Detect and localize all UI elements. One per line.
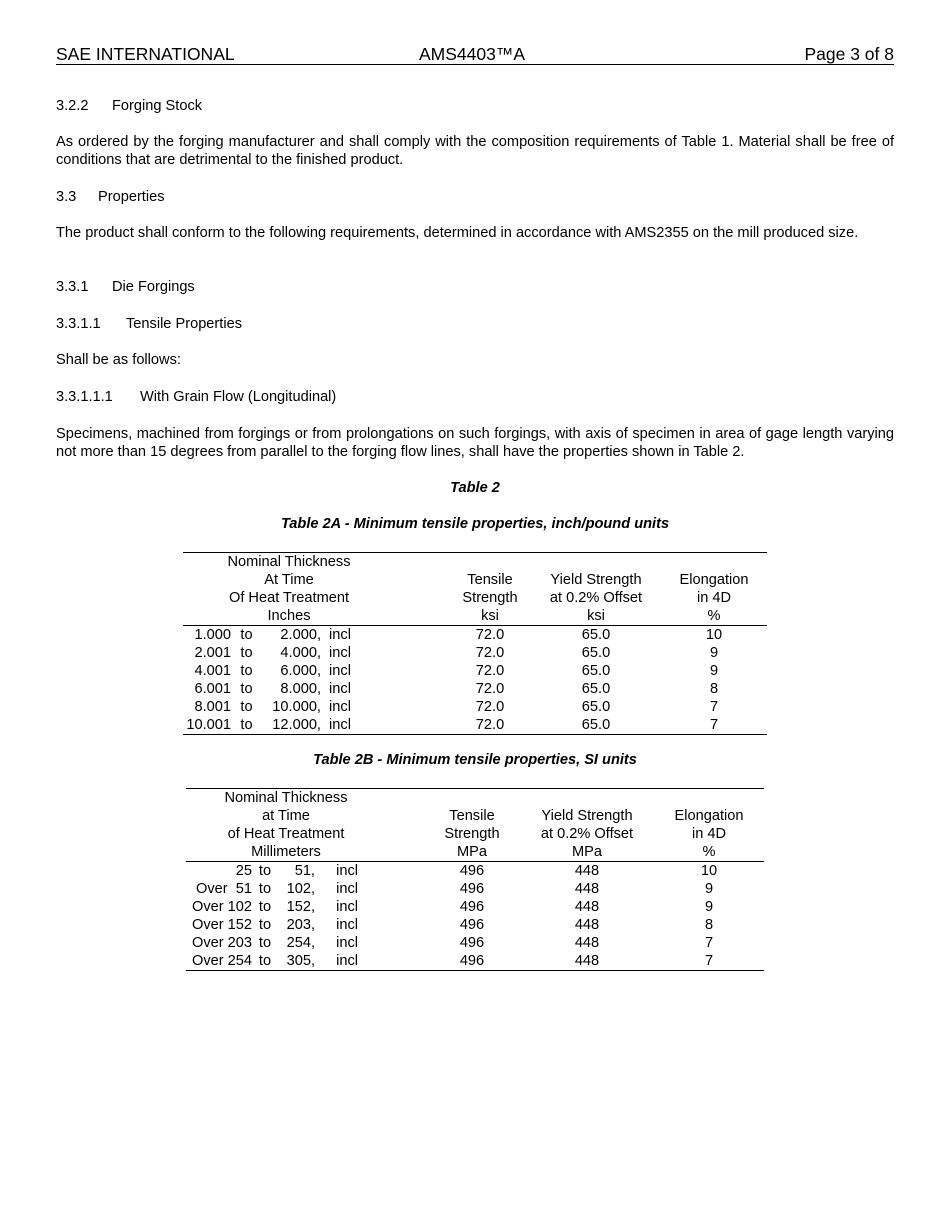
cell-to: to (240, 663, 253, 679)
cell-yield: 65.0 (581, 627, 611, 643)
cell-upper: 6.000, (280, 663, 321, 679)
cell-to: to (258, 935, 272, 951)
cell-to: to (258, 863, 272, 879)
table-header-row (186, 843, 764, 862)
cell-tensile: 496 (424, 952, 520, 971)
header-thickness: Inches (183, 607, 359, 626)
cell-from: Over 102 (191, 899, 252, 915)
cell-elongation: 10 (700, 863, 718, 879)
cell-incl: incl (336, 935, 358, 951)
cell-elongation: 9 (709, 645, 719, 661)
header-thickness: Millimeters (186, 843, 358, 862)
header-spec-number: AMS4403™A (419, 44, 526, 64)
header-tensile: Strength (462, 590, 518, 606)
cell-incl: incl (315, 952, 358, 971)
cell-elongation: 9 (704, 881, 714, 897)
cell-tensile: 496 (459, 881, 485, 897)
cell-yield: 448 (574, 863, 600, 879)
cell-from: Over 203 (191, 935, 252, 951)
cell-upper: 4.000, (280, 645, 321, 661)
table-2-title: Table 2 (450, 480, 500, 496)
table-2a (183, 552, 767, 735)
header-thickness: At Time (264, 572, 314, 588)
cell-from: Over 254 (186, 952, 252, 971)
cell-from: Over 51 (196, 881, 252, 897)
cell-upper: 51, (294, 863, 315, 879)
section-heading-3-3-1 (56, 278, 195, 296)
table-header-row (183, 553, 767, 572)
cell-yield: 448 (574, 899, 600, 915)
cell-incl: incl (336, 917, 358, 933)
header-yield: at 0.2% Offset (549, 590, 643, 606)
table-row (186, 880, 764, 898)
cell-to: to (258, 881, 272, 897)
cell-tensile: 72.0 (449, 716, 531, 735)
cell-to: to (252, 952, 278, 971)
cell-from: Over 152 (191, 917, 252, 933)
table-row (183, 698, 767, 716)
table-2a-caption: Table 2A - Minimum tensile properties, inch/pound units (280, 516, 670, 532)
cell-elongation: 9 (704, 899, 714, 915)
header-elongation: Elongation (674, 808, 744, 824)
cell-elongation: 8 (704, 917, 714, 933)
cell-incl: incl (329, 699, 351, 715)
cell-to: to (240, 627, 253, 643)
table-row (186, 934, 764, 952)
cell-incl: incl (329, 627, 351, 643)
cell-elongation: 7 (661, 716, 767, 735)
cell-from: 1.000 (194, 627, 231, 643)
paragraph-forging-stock: As ordered by the forging manufacturer and shall comply with the composition requirements of Table 1. Material shall be free of conditions that are detrimental to the finished product. (56, 134, 894, 168)
section-title: Tensile Properties (126, 316, 242, 332)
cell-elongation: 7 (709, 699, 719, 715)
cell-from: 6.001 (194, 681, 231, 697)
header-tensile: Tensile (449, 808, 495, 824)
cell-from: 2.001 (194, 645, 231, 661)
cell-tensile: 496 (459, 863, 485, 879)
section-heading-3-3-1-1-1 (56, 388, 336, 406)
cell-tensile: 72.0 (475, 645, 505, 661)
section-heading-3-3 (56, 188, 165, 206)
cell-to: to (240, 645, 253, 661)
section-number: 3.3.1.1 (56, 316, 101, 332)
cell-tensile: 72.0 (475, 663, 505, 679)
header-thickness: Nominal Thickness (183, 553, 359, 572)
cell-yield: 65.0 (581, 681, 611, 697)
cell-elongation: 9 (709, 663, 719, 679)
table-header-row (183, 589, 767, 607)
cell-incl: incl (329, 681, 351, 697)
header-thickness: Nominal Thickness (186, 789, 358, 808)
table-row (186, 898, 764, 916)
cell-to: to (240, 699, 253, 715)
cell-from: 8.001 (194, 699, 231, 715)
cell-upper: 10.000, (272, 699, 321, 715)
header-tensile: ksi (449, 607, 531, 626)
cell-upper: 12.000, (262, 716, 321, 735)
cell-elongation: 10 (705, 627, 723, 643)
cell-incl: incl (329, 663, 351, 679)
page-header (56, 44, 894, 65)
paragraph-shall-be-as-follows: Shall be as follows: (56, 352, 181, 368)
section-number: 3.3.1.1.1 (56, 389, 113, 405)
cell-upper: 2.000, (280, 627, 321, 643)
cell-yield: 65.0 (531, 716, 661, 735)
table-header-row (183, 571, 767, 589)
cell-upper: 203, (286, 917, 315, 933)
cell-upper: 152, (286, 899, 315, 915)
table-row (183, 644, 767, 662)
header-elongation: % (661, 607, 767, 626)
header-yield: ksi (531, 607, 661, 626)
cell-to: to (231, 716, 262, 735)
cell-tensile: 72.0 (475, 627, 505, 643)
cell-yield: 448 (520, 952, 654, 971)
table-header-row (186, 825, 764, 843)
cell-yield: 65.0 (581, 699, 611, 715)
cell-yield: 65.0 (581, 645, 611, 661)
table-2b (186, 788, 764, 971)
header-yield: at 0.2% Offset (540, 826, 634, 842)
table-row (186, 862, 764, 881)
cell-yield: 65.0 (581, 663, 611, 679)
cell-tensile: 496 (459, 899, 485, 915)
header-organization: SAE INTERNATIONAL (56, 44, 235, 64)
cell-from: 10.001 (183, 716, 231, 735)
table-row (183, 626, 767, 645)
section-title: Properties (98, 189, 165, 205)
table-row (183, 662, 767, 680)
cell-upper: 8.000, (280, 681, 321, 697)
cell-tensile: 496 (459, 935, 485, 951)
cell-incl: incl (336, 863, 358, 879)
paragraph-properties: The product shall conform to the following requirements, determined in accordance with AMS2355 on the mill produced size. (56, 225, 859, 241)
table-header-row (183, 607, 767, 626)
cell-incl: incl (329, 645, 351, 661)
header-thickness: of Heat Treatment (227, 826, 345, 842)
cell-upper: 102, (286, 881, 315, 897)
cell-incl: incl (336, 899, 358, 915)
header-page-number: Page 3 of 8 (804, 44, 894, 64)
cell-upper: 254, (286, 935, 315, 951)
header-elongation: in 4D (696, 590, 732, 606)
header-thickness: at Time (262, 808, 310, 824)
table-row (183, 716, 767, 735)
table-row (186, 916, 764, 934)
cell-yield: 448 (574, 935, 600, 951)
table-header-row (186, 789, 764, 808)
section-number: 3.3 (56, 189, 77, 205)
header-yield: Yield Strength (541, 808, 633, 824)
table-header-row (186, 807, 764, 825)
cell-tensile: 72.0 (475, 699, 505, 715)
header-elongation: Elongation (679, 572, 749, 588)
header-tensile: Strength (444, 826, 500, 842)
header-yield: MPa (520, 843, 654, 862)
section-title: Die Forgings (112, 279, 195, 295)
cell-tensile: 72.0 (475, 681, 505, 697)
header-elongation: % (654, 843, 764, 862)
table-2b-caption: Table 2B - Minimum tensile properties, SI units (313, 752, 637, 768)
table-row (186, 952, 764, 971)
cell-from: 25 (235, 863, 252, 879)
header-thickness: Of Heat Treatment (228, 590, 350, 606)
cell-upper: 305, (278, 952, 315, 971)
cell-incl: incl (321, 716, 359, 735)
cell-from: 4.001 (194, 663, 231, 679)
section-heading-3-2-2 (56, 97, 202, 115)
cell-elongation: 7 (704, 935, 714, 951)
cell-tensile: 496 (459, 917, 485, 933)
cell-yield: 448 (574, 881, 600, 897)
cell-elongation: 8 (709, 681, 719, 697)
header-tensile: MPa (424, 843, 520, 862)
section-title: With Grain Flow (Longitudinal) (140, 389, 337, 405)
cell-elongation: 7 (654, 952, 764, 971)
table-row (183, 680, 767, 698)
cell-to: to (258, 899, 272, 915)
section-heading-3-3-1-1 (56, 315, 242, 333)
cell-to: to (240, 681, 253, 697)
header-elongation: in 4D (691, 826, 727, 842)
paragraph-grain-flow: Specimens, machined from forgings or from prolongations on such forgings, with axis of specimen in area of gage length varying not more than 15 degrees from parallel to the forging flow lines, shall have the properties shown in Table 2. (56, 426, 894, 460)
section-title: Forging Stock (112, 98, 203, 114)
cell-yield: 448 (574, 917, 600, 933)
cell-to: to (258, 917, 272, 933)
header-yield: Yield Strength (550, 572, 642, 588)
section-number: 3.3.1 (56, 279, 89, 295)
header-tensile: Tensile (467, 572, 513, 588)
section-number: 3.2.2 (56, 98, 89, 114)
cell-incl: incl (336, 881, 358, 897)
